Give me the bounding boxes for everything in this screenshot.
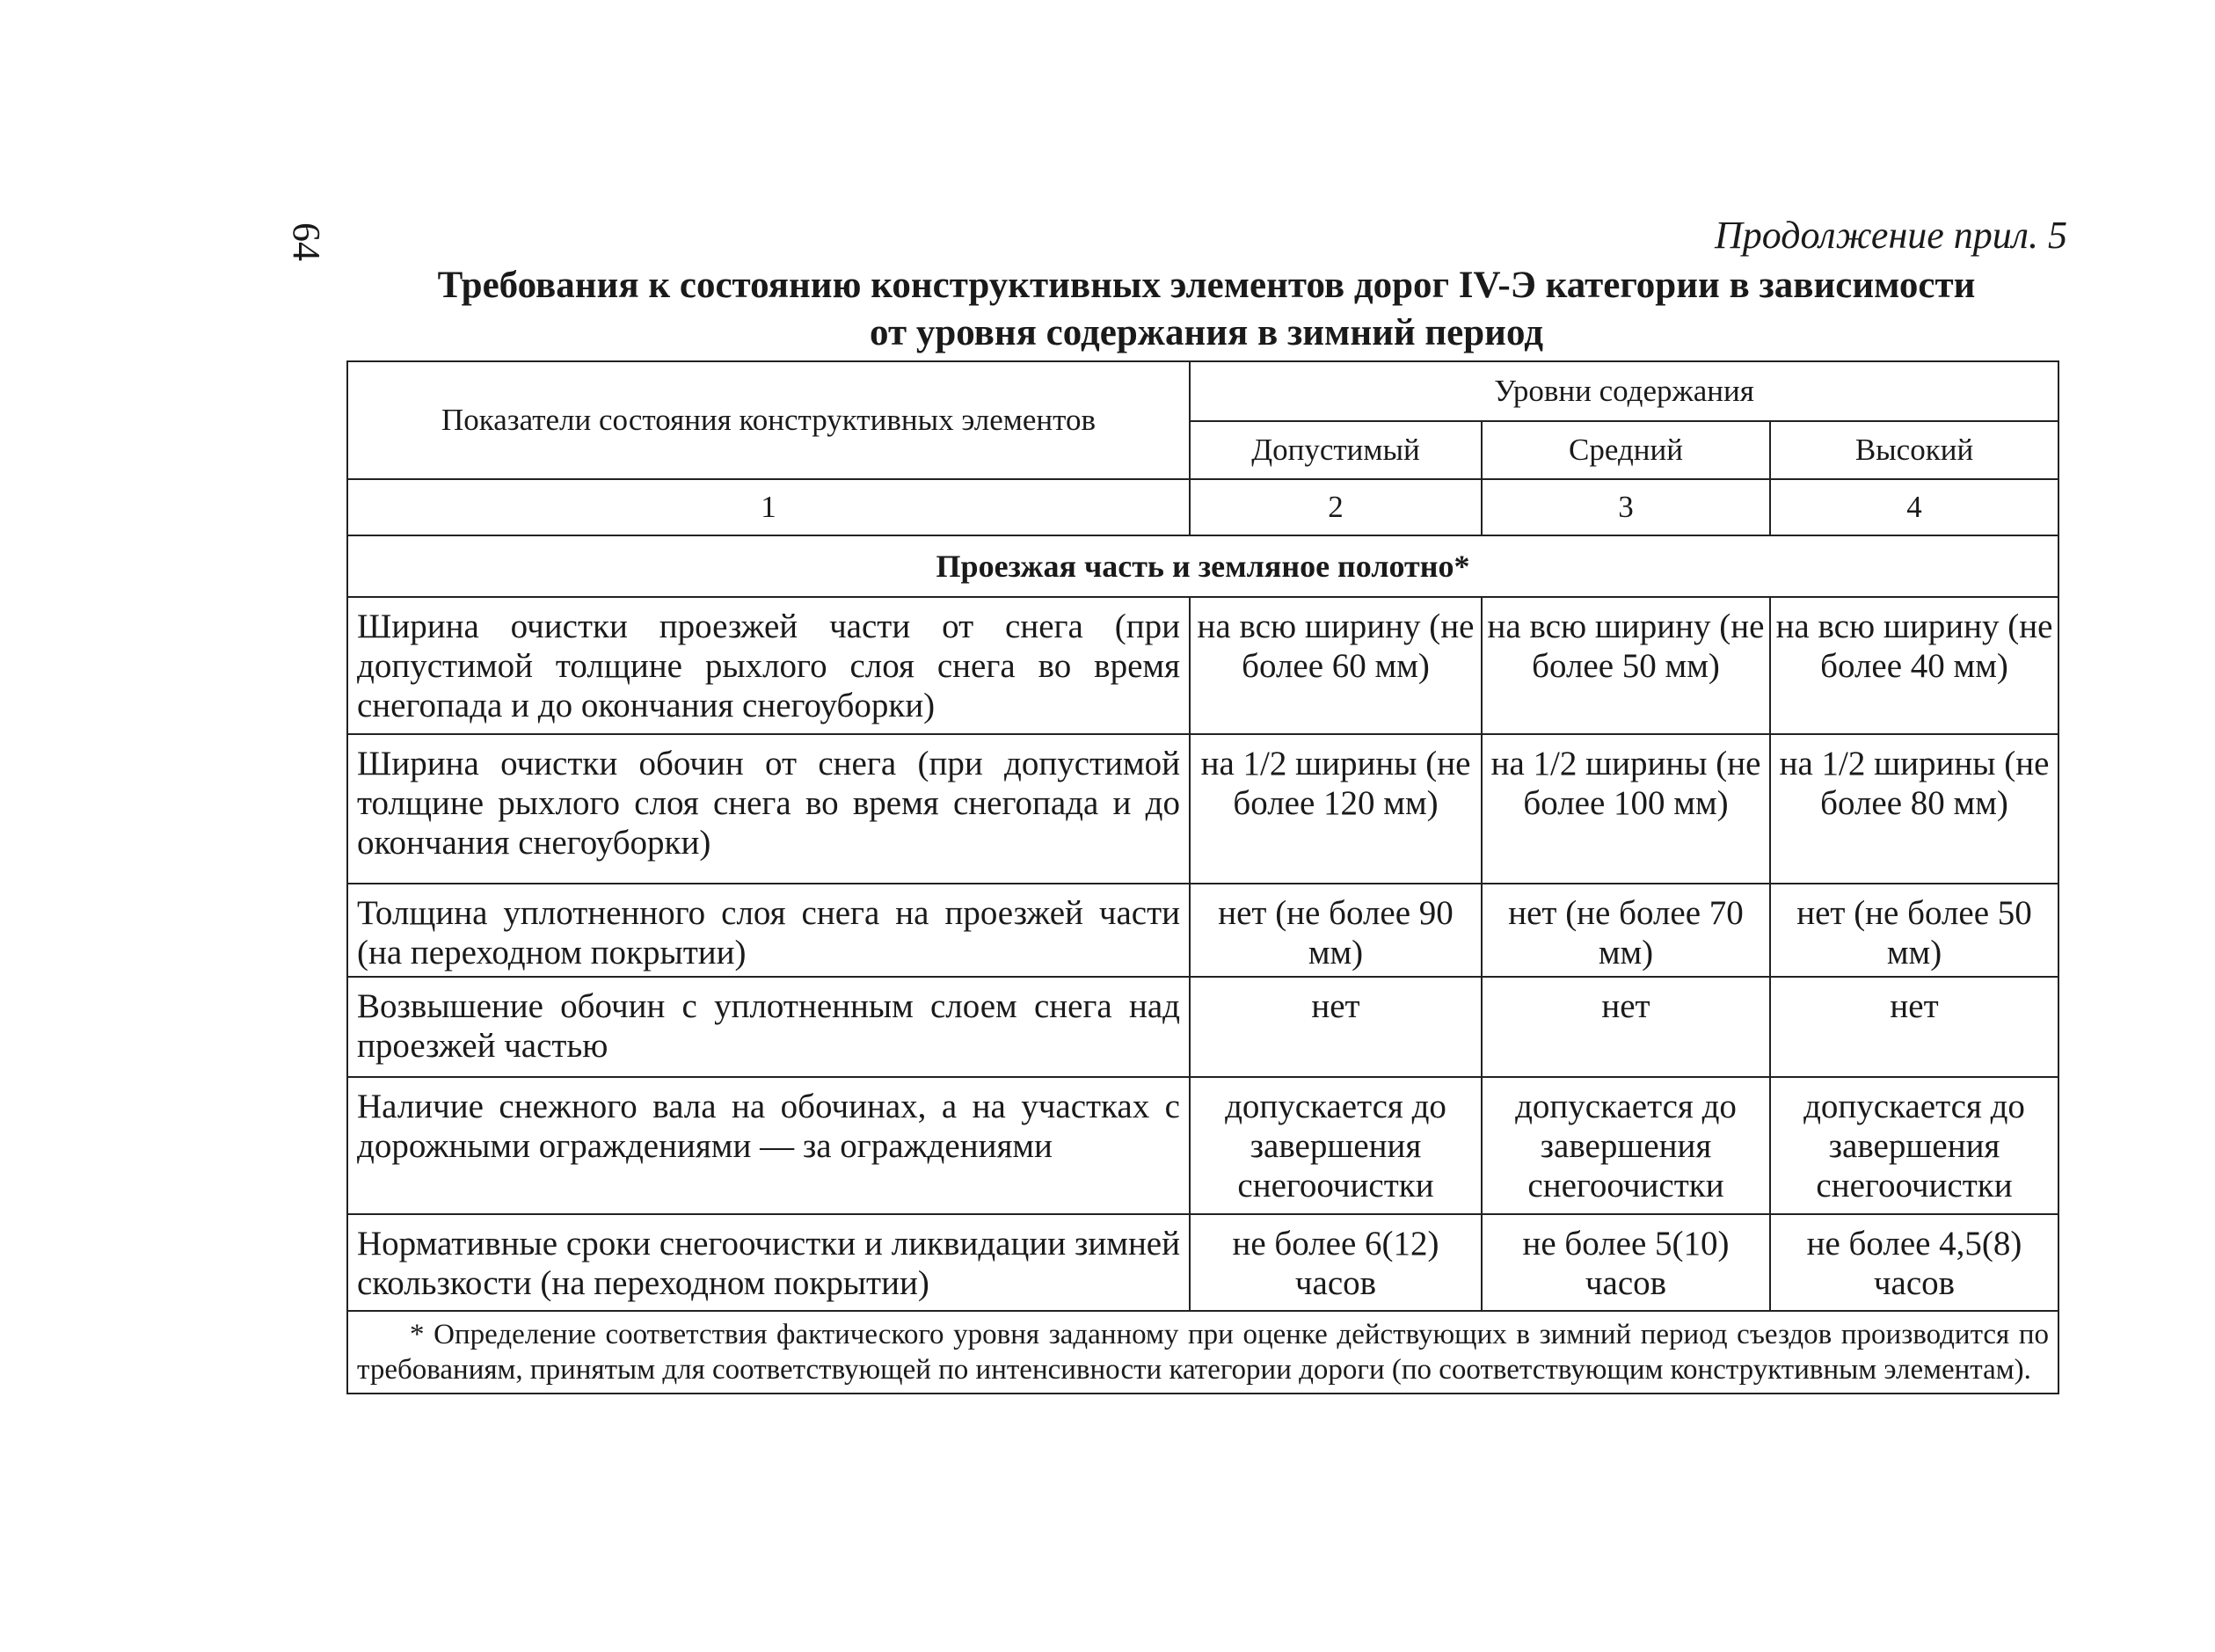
value-cell: нет	[1770, 977, 2058, 1077]
column-number: 3	[1482, 479, 1770, 535]
value-cell: нет (не более 50 мм)	[1770, 884, 2058, 977]
indicator-cell: Ширина очистки проезжей части от снега (при допустимой толщине рыхлого слоя снега во время снегопада и до окончания снегоуборки)	[347, 597, 1190, 734]
header-level-medium: Средний	[1482, 421, 1770, 479]
section-title: Проезжая часть и земляное полотно*	[347, 535, 2058, 597]
page-number: 64	[285, 222, 328, 261]
value-cell: не более 4,5(8) часов	[1770, 1214, 2058, 1311]
footnote-cell	[347, 1311, 2058, 1394]
header-levels-group: Уровни содержания	[1190, 361, 2058, 421]
value-cell: на 1/2 ширины (не более 100 мм)	[1482, 734, 1770, 884]
table-title-line-2: от уровня содержания в зимний период	[870, 312, 1543, 353]
table-title	[345, 262, 2068, 357]
footnote-text: * Определение соответствия фактического уровня заданному при оценке действующих в зимний период съездов производится по требованиям, принятым для соответствующей по интенсивности категории дороги (по соответствующим конструктивным элементам).	[357, 1319, 2050, 1386]
table-row	[347, 597, 2058, 734]
appendix-continuation-label: Продолжение прил. 5	[1715, 214, 2067, 257]
table-row	[347, 1214, 2058, 1311]
indicator-cell: Ширина очистки обочин от снега (при допустимой толщине рыхлого слоя снега во время снегопада и до окончания снегоуборки)	[347, 734, 1190, 884]
column-number-row	[347, 479, 2058, 535]
section-row	[347, 535, 2058, 597]
value-cell: на всю ширину (не более 40 мм)	[1770, 597, 2058, 734]
column-number: 4	[1770, 479, 2058, 535]
column-number: 2	[1190, 479, 1482, 535]
header-level-high: Высокий	[1770, 421, 2058, 479]
table-row	[347, 1077, 2058, 1214]
value-cell: на 1/2 ширины (не более 80 мм)	[1770, 734, 2058, 884]
table-title-line-1: Требования к состоянию конструктивных элементов дорог IV-Э категории в зависимости	[437, 265, 1976, 306]
value-cell: не более 6(12) часов	[1190, 1214, 1482, 1311]
value-cell: допускается до завершения снегоочистки	[1770, 1077, 2058, 1214]
requirements-table	[346, 360, 2059, 1394]
table-row	[347, 884, 2058, 977]
header-level-acceptable: Допустимый	[1190, 421, 1482, 479]
value-cell: не более 5(10) часов	[1482, 1214, 1770, 1311]
indicator-cell: Толщина уплотненного слоя снега на проезжей части (на переходном покрытии)	[347, 884, 1190, 977]
header-indicators: Показатели состояния конструктивных элементов	[347, 361, 1190, 479]
table-row	[347, 734, 2058, 884]
value-cell: на 1/2 ширины (не более 120 мм)	[1190, 734, 1482, 884]
header-row-1	[347, 361, 2058, 421]
indicator-cell: Наличие снежного вала на обочинах, а на участках с дорожными ограждениями — за ограждениями	[347, 1077, 1190, 1214]
footnote-row	[347, 1311, 2058, 1394]
indicator-cell: Нормативные сроки снегоочистки и ликвидации зимней скользкости (на переходном покрытии)	[347, 1214, 1190, 1311]
value-cell: нет (не более 90 мм)	[1190, 884, 1482, 977]
indicator-cell: Возвышение обочин с уплотненным слоем снега над проезжей частью	[347, 977, 1190, 1077]
value-cell: на всю ширину (не более 60 мм)	[1190, 597, 1482, 734]
table-row	[347, 977, 2058, 1077]
column-number: 1	[347, 479, 1190, 535]
value-cell: допускается до завершения снегоочистки	[1190, 1077, 1482, 1214]
value-cell: нет (не более 70 мм)	[1482, 884, 1770, 977]
value-cell: нет	[1482, 977, 1770, 1077]
value-cell: на всю ширину (не более 50 мм)	[1482, 597, 1770, 734]
value-cell: нет	[1190, 977, 1482, 1077]
value-cell: допускается до завершения снегоочистки	[1482, 1077, 1770, 1214]
